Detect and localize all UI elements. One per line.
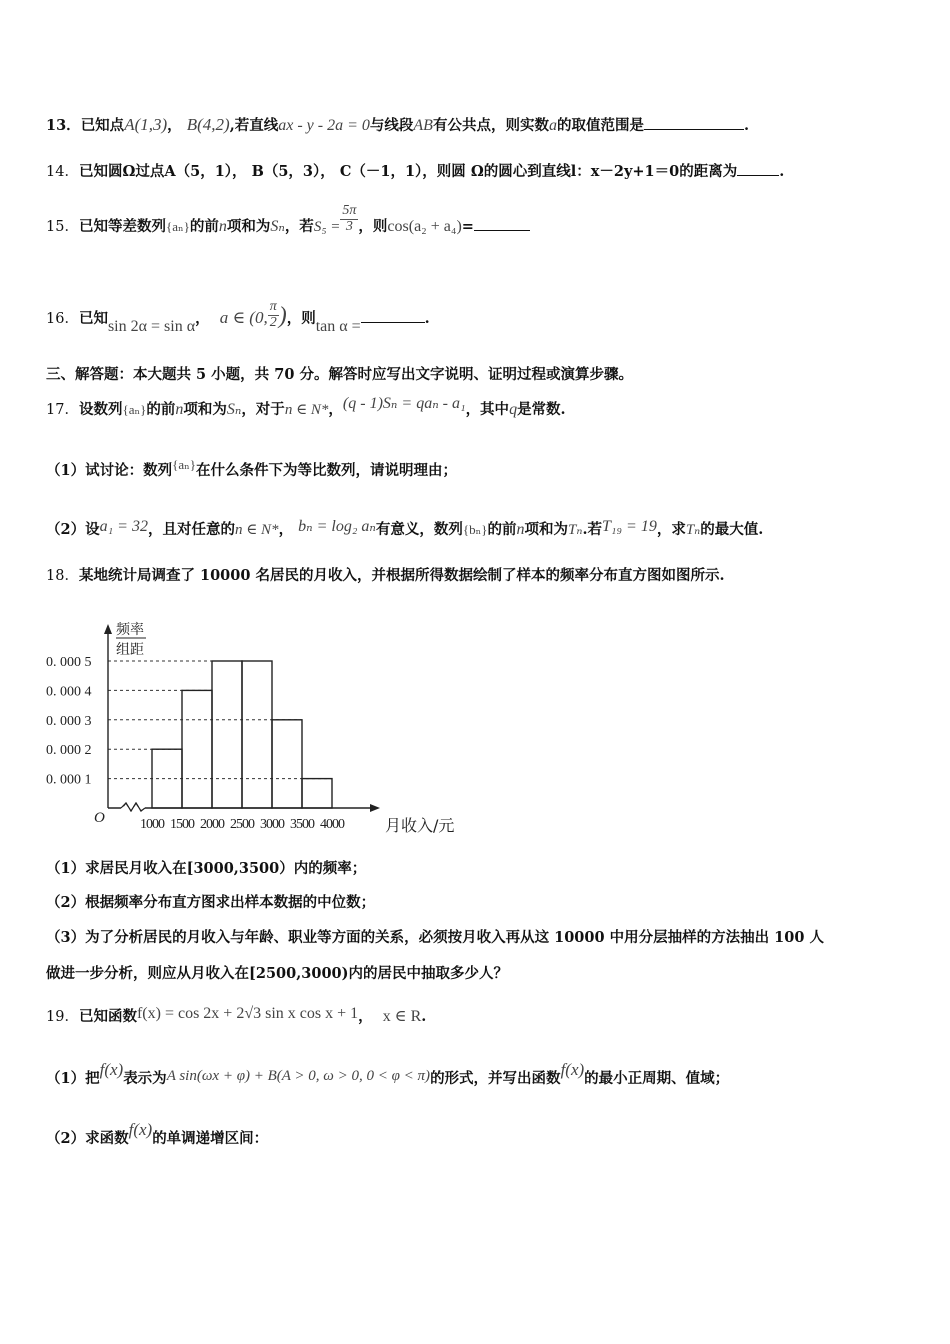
- x-tick-label-4: 3000: [260, 817, 284, 832]
- q19-p2-fx: f(x): [128, 1120, 153, 1139]
- q17-p2-sequence: {bₙ}: [462, 522, 488, 537]
- q15-frac-numerator: 5π: [342, 203, 357, 218]
- q15-sum-sn: Sₙ: [270, 218, 285, 236]
- q14-text: 已知圆Ω过点A（5，1）， B（5，3）， C（－1，1），则圆 Ω的圆心到直线l：x－2y+1＝0的距离为: [78, 163, 738, 180]
- question-19: [46, 1007, 426, 1026]
- y-axis-arrow: [104, 624, 112, 634]
- q17-p1-text-b: 在什么条件下为等比数列，请说明理由；: [195, 462, 457, 479]
- q19-p2-text-a: （2）求函数: [46, 1130, 129, 1147]
- q18-part-2: （2）根据频率分布直方图求出样本数据的中位数；: [46, 894, 376, 911]
- q16-frac-numerator: π: [269, 298, 277, 314]
- q13-point-a: A(1,3): [124, 115, 168, 134]
- q19-p2-text-b: 的单调递增区间：: [152, 1130, 269, 1147]
- q17-text-1: 设数列: [78, 401, 123, 418]
- q18-text: 某地统计局调查了 10000 名居民的月收入，并根据所得数据绘制了样本的频率分布直方图如图所示.: [78, 567, 725, 584]
- x-tick-label-3: 2500: [230, 817, 254, 832]
- histogram-bar-3: [242, 661, 272, 808]
- q16-number: 16．: [46, 311, 79, 327]
- q15-equals: =: [461, 218, 474, 236]
- q19-part-1: [46, 1060, 730, 1088]
- q17-p2-comma: ，: [278, 521, 294, 538]
- y-axis-title-top: 频率: [116, 622, 144, 638]
- q16-text-2: ，则: [286, 310, 316, 327]
- q17-p2-text-h: ，求: [656, 521, 686, 538]
- question-16: [46, 298, 430, 335]
- q16-equation: sin 2α = sin α: [107, 318, 196, 335]
- y-tick-label-4: 0. 000 5: [46, 655, 92, 670]
- q17-p2-text-g: .若: [582, 521, 602, 538]
- y-tick-label-2: 0. 000 3: [46, 713, 92, 729]
- q15-text-5: ，则: [358, 218, 388, 236]
- q13-line-equation: ax - y - 2a = 0: [278, 117, 370, 134]
- q19-text-1: 已知函数: [78, 1008, 137, 1025]
- question-17: [46, 395, 566, 419]
- q18-part-1: （1）求居民月收入在[3000,3500）内的频率；: [46, 860, 367, 877]
- q13-segment-ab: AB: [413, 117, 433, 134]
- q19-function: f(x) = cos 2x + 2√3 sin x cos x + 1: [136, 1005, 359, 1022]
- q19-number: 19．: [46, 1009, 79, 1025]
- q19-period: .: [421, 1008, 427, 1025]
- q18-part-3-line-2: 做进一步分析，则应从月收入在[2500,3000)内的居民中抽取多少人？: [46, 965, 508, 982]
- q17-p2-t19: T₁₉ = 19: [602, 518, 657, 535]
- q19-p1-fx-2: f(x): [560, 1060, 585, 1079]
- q15-cos-expression: cos(a₂ + a₄): [387, 218, 462, 236]
- q13-text-5: 的取值范围是: [556, 117, 644, 134]
- histogram-bar-4: [272, 720, 302, 808]
- histogram-bar-2: [212, 661, 242, 808]
- y-tick-label-1: 0. 000 2: [46, 743, 92, 759]
- q14-answer-blank[interactable]: [737, 163, 779, 176]
- q17-p2-text-f: 项和为: [524, 521, 569, 538]
- x-tick-label-6: 4000: [320, 817, 344, 832]
- q17-p2-text-b: ，且对任意的: [147, 521, 235, 538]
- q16-text-1: 已知: [78, 310, 108, 327]
- q16-fraction: [268, 300, 279, 330]
- q19-comma: ，: [358, 1008, 373, 1025]
- histogram-layer: [46, 622, 454, 835]
- q15-sequence: {aₙ}: [165, 219, 190, 235]
- q16-condition-right: ): [278, 303, 287, 329]
- q17-condition: n ∈ N*: [284, 402, 329, 418]
- q19-p1-form: A sin(ωx + φ) + B(A > 0, ω > 0, 0 < φ < π): [166, 1068, 431, 1084]
- q17-p2-text-i: 的最大值.: [700, 521, 764, 538]
- q16-comma: ，: [195, 310, 210, 327]
- q18-number: 18．: [46, 568, 79, 584]
- q17-p2-bn: bₙ = log₂ aₙ: [298, 518, 376, 535]
- question-13: [46, 115, 749, 135]
- q16-answer-blank[interactable]: [361, 310, 425, 323]
- q17-sequence: {aₙ}: [122, 402, 147, 417]
- q18-part-3-line-1: （3）为了分析居民的月收入与年龄、职业等方面的关系，必须按月收入再从这 10000 中用分层抽样的方法抽出 100 人: [46, 929, 824, 946]
- q13-text-2: ,若直线: [229, 117, 279, 134]
- q17-p1-sequence: {aₙ}: [172, 457, 196, 472]
- q15-frac-denominator: 3: [345, 218, 353, 234]
- q13-period: .: [743, 117, 750, 134]
- q19-p1-text-c: 的形式，并写出函数: [430, 1070, 561, 1087]
- q15-text-2: 的前: [189, 218, 219, 236]
- q13-comma: ，: [167, 117, 182, 134]
- q19-p1-text-d: 的最小正周期、值域；: [584, 1070, 730, 1087]
- question-14: [46, 163, 784, 181]
- y-axis-title-bottom: 组距: [116, 642, 144, 658]
- x-tick-label-5: 3500: [290, 817, 314, 832]
- histogram-bar-1: [182, 690, 212, 808]
- x-axis-arrow: [370, 804, 380, 812]
- q19-part-2: [46, 1120, 269, 1148]
- histogram-bar-5: [302, 779, 332, 808]
- q17-p2-condition: n ∈ N*: [234, 522, 279, 538]
- q17-p2-tn: Tₙ: [568, 522, 583, 538]
- q16-frac-denominator: 2: [269, 314, 277, 330]
- q17-sum-sn: Sₙ: [226, 401, 242, 418]
- q17-p2-text-d: 有意义，数列: [375, 521, 463, 538]
- q15-text-4: ，若: [284, 218, 314, 236]
- q17-p2-var-n: n: [516, 521, 525, 538]
- q16-tan-expression: tan α =: [315, 318, 361, 335]
- section-3-heading: 三、解答题：本大题共 5 小题，共 70 分。解答时应写出文字说明、证明过程或演算步骤。: [46, 366, 633, 383]
- frequency-histogram: [40, 612, 470, 842]
- q13-text-4: 有公共点，则实数: [432, 117, 549, 134]
- q17-text-2: 的前: [146, 401, 176, 418]
- x-axis-title: 月收入/元: [385, 816, 455, 835]
- q17-p2-a1: a₁ = 32: [99, 518, 148, 535]
- x-tick-label-0: 1000: [140, 817, 164, 832]
- q15-text-1: 已知等差数列: [78, 218, 166, 236]
- q19-domain: x ∈ R: [382, 1008, 422, 1025]
- q15-var-n: n: [218, 218, 227, 236]
- origin-label: O: [94, 810, 105, 826]
- y-tick-label-0: 0. 000 1: [46, 772, 92, 788]
- q15-s5: S₅ =: [313, 219, 341, 236]
- x-tick-label-2: 2000: [200, 817, 224, 832]
- q13-number: 13．: [46, 117, 81, 134]
- q17-var-q: q: [509, 401, 518, 418]
- q16-condition-left: a ∈ (0,: [219, 308, 268, 327]
- q15-fraction: [340, 204, 358, 234]
- q17-number: 17．: [46, 402, 79, 418]
- q17-p2-tn-2: Tₙ: [685, 522, 701, 538]
- q13-var-a: a: [548, 117, 557, 134]
- q13-point-b: B(4,2): [186, 115, 230, 134]
- q17-equation: (q - 1)Sₙ = qaₙ - a₁: [342, 395, 466, 412]
- q15-number: 15．: [46, 219, 79, 236]
- q17-p2-text-e: 的前: [487, 521, 517, 538]
- q13-text-1: 已知点: [80, 117, 125, 134]
- q13-text-3: 与线段: [369, 117, 414, 134]
- q17-var-n: n: [175, 401, 184, 418]
- q19-p1-text-a: （1）把: [46, 1070, 100, 1087]
- y-tick-label-3: 0. 000 4: [46, 684, 92, 700]
- q17-comma: ，: [328, 401, 343, 418]
- question-18: [46, 567, 725, 585]
- q17-text-4: ，对于: [241, 401, 285, 418]
- q17-text-7: 是常数.: [517, 401, 566, 418]
- q17-text-6: ，其中: [465, 401, 510, 418]
- q17-part-1: [46, 457, 457, 479]
- q16-period: .: [424, 310, 430, 327]
- q17-text-3: 项和为: [183, 401, 227, 418]
- q14-number: 14．: [46, 164, 79, 180]
- q19-p1-text-b: 表示为: [123, 1070, 167, 1087]
- q17-p2-text-a: （2）设: [46, 521, 100, 538]
- q15-text-3: 项和为: [226, 218, 271, 236]
- q19-p1-fx: f(x): [99, 1060, 124, 1079]
- q13-answer-blank[interactable]: [644, 117, 744, 130]
- q17-part-2: [46, 520, 763, 539]
- q17-p1-text-a: （1）试讨论：数列: [46, 462, 173, 479]
- x-tick-label-1: 1500: [170, 817, 194, 832]
- q14-period: .: [779, 163, 785, 180]
- q15-answer-blank[interactable]: [474, 218, 530, 231]
